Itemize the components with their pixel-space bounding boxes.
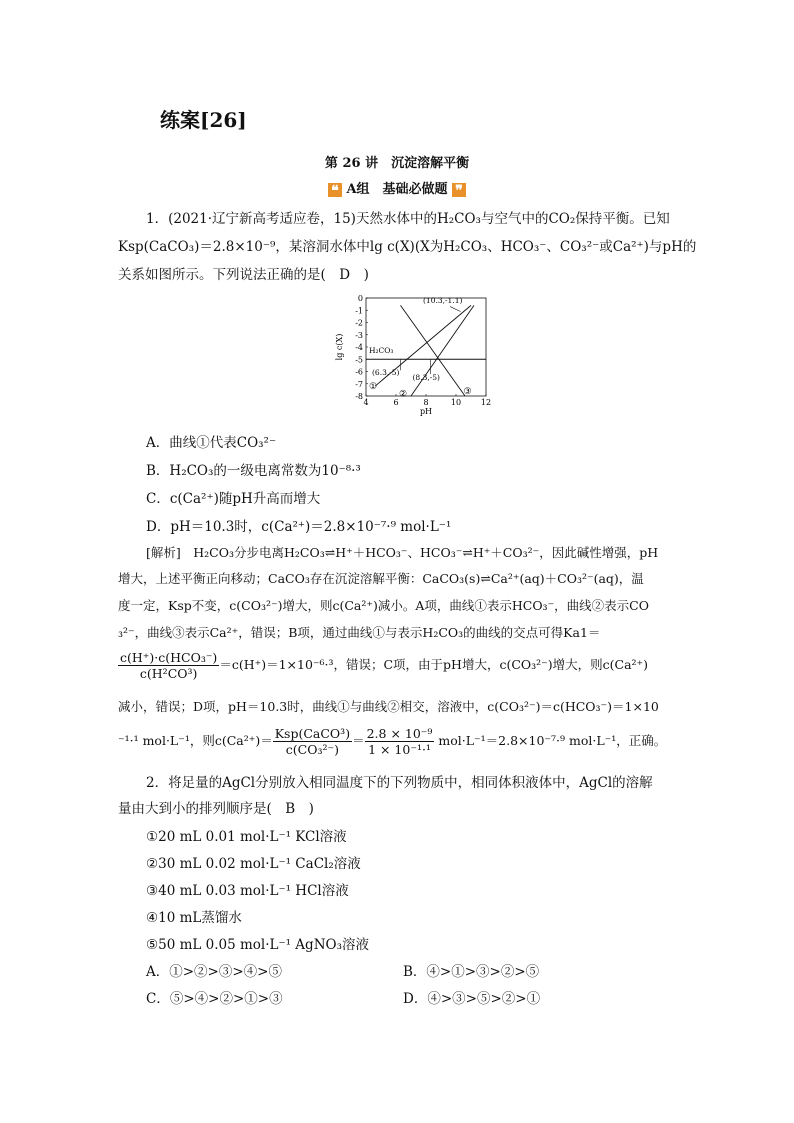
x-tick-label: 10 (450, 398, 462, 407)
analysis-line7-tail: mol·L⁻¹＝2.8×10⁻⁷·⁹ mol·L⁻¹，正确。 (438, 733, 667, 748)
x-tick-label: 6 (393, 398, 399, 407)
q2-option-b: B．④>①>③>②>⑤ (403, 964, 540, 980)
ksp-numerator: Ksp(CaCO³) (274, 726, 351, 741)
y-tick-label: -8 (355, 392, 363, 401)
annotation-10-3: (10.3,-1.1) (423, 295, 463, 305)
analysis-line2: 增大，上述平衡正向移动；CaCO₃存在沉淀溶解平衡：CaCO₃(s)⇌Ca²⁺(aq)＋CO₃²⁻(aq)，温 (118, 571, 644, 586)
ka1-denominator: c(H²CO³) (139, 666, 198, 681)
q2-item-3: ③40 mL 0.03 mol·L⁻¹ HCl溶液 (146, 883, 349, 899)
x-tick-label: 12 (480, 398, 492, 407)
curve-label-2: ② (399, 389, 408, 400)
analysis-line6: 减小，错误；D项，pH＝10.3时，曲线①与曲线②相交，溶液中，c(CO₃²⁻)＝c(HCO₃⁻)＝1×10 (118, 699, 659, 714)
ka1-numerator: c(H⁺)·c(HCO₃⁻) (120, 650, 218, 665)
analysis-line7: ⁻¹·¹ mol·L⁻¹，则c(Ca²⁺)＝ $\frac{\text{Ksp(CaCO³)}}{\text{c(CO₃²⁻)}}$ ＝ $\frac{\text{2.8 × 10⁻⁹}}{\text{1 × 10⁻¹·¹}}$ mol·L⁻¹＝2.8×10⁻⁷·⁹ mol·L⁻¹，正确。 (118, 726, 667, 757)
q2-line2: 量由大到小的排列顺序是( B ) (118, 801, 314, 817)
q2-item-4: ④10 mL蒸馏水 (146, 910, 242, 926)
y-tick-label: -7 (355, 379, 363, 389)
series-label-h2co3: H₂CO₃ (369, 346, 394, 356)
close-quote-icon: ❞ (452, 183, 466, 197)
analysis-line4: ₃²⁻，曲线③表示Ca²⁺，错误；B项，通过曲线①与表示H₂CO₃的曲线的交点可得Ka1＝ (118, 625, 601, 640)
analysis-line1: [解析] H₂CO₃分步电离H₂CO₃⇌H⁺＋HCO₃⁻、HCO₃⁻⇌H⁺＋CO₃²⁻，因此碱性增强，pH (146, 545, 659, 560)
x-axis-label: pH (419, 407, 433, 416)
q1-option-c: C．c(Ca²⁺)随pH升高而增大 (146, 491, 321, 507)
lg-c-vs-ph-chart (330, 292, 500, 420)
q1-option-b: B．H₂CO₃的一级电离常数为10⁻⁸·³ (146, 463, 361, 479)
page-title: 练案[26] (160, 108, 247, 132)
ksp-denominator: c(CO₃²⁻) (285, 742, 339, 757)
lesson-heading: 第 26 讲 沉淀溶解平衡 (324, 156, 470, 171)
curve-label-3: ③ (463, 387, 472, 398)
q1-option-a: A．曲线①代表CO₃²⁻ (146, 435, 277, 451)
q2-option-d: D．④>③>⑤>②>① (403, 991, 541, 1007)
y-axis-label: lg c(X) (335, 333, 344, 361)
x-tick-label: 8 (423, 398, 429, 407)
ka1-fraction (118, 650, 219, 681)
analysis-line7-text: ⁻¹·¹ mol·L⁻¹，则c(Ca²⁺)＝ (118, 733, 273, 748)
q2-option-a: A．①>②>③>④>⑤ (146, 964, 282, 980)
annotation-6-3: (6.3,-5) (372, 368, 400, 378)
y-tick-label: -3 (355, 330, 363, 340)
y-tick-label: -1 (355, 306, 363, 316)
open-quote-icon: ❝ (328, 183, 342, 197)
q1-line3: 关系如图所示。下列说法正确的是( D ) (118, 267, 369, 283)
y-tick-label: -6 (355, 367, 363, 377)
value-fraction (365, 726, 435, 757)
group-heading (0, 178, 794, 197)
q2-line1: 2．将足量的AgCl分别放入相同温度下的下列物质中，相同体积液体中，AgCl的溶解 (146, 775, 653, 791)
annotation-8-3: (8.3,-5) (412, 373, 440, 383)
y-tick-label: -4 (355, 343, 363, 352)
value-denominator: 1 × 10⁻¹·¹ (368, 742, 431, 757)
y-tick-label: -5 (355, 355, 363, 365)
y-tick-label: -2 (355, 318, 363, 328)
value-numerator: 2.8 × 10⁻⁹ (366, 726, 433, 741)
q2-option-c: C．⑤>④>②>①>③ (146, 991, 283, 1007)
analysis-line5-text: ＝c(H⁺)＝1×10⁻⁶·³，错误；C项，由于pH增大，c(CO₃²⁻)增大，则c(Ca²⁺) (219, 657, 649, 672)
curve-label-1: ① (369, 382, 378, 393)
group-label: A组 基础必做题 (346, 182, 448, 197)
x-tick-label: 4 (363, 398, 369, 407)
y-tick-label: 0 (357, 294, 363, 303)
q1-line2: Ksp(CaCO₃)＝2.8×10⁻⁹，某溶洞水体中lg c(X)(X为H₂CO₃、HCO₃⁻、CO₃²⁻或Ca²⁺)与pH的 (118, 239, 697, 255)
q2-item-5: ⑤50 mL 0.05 mol·L⁻¹ AgNO₃溶液 (146, 937, 369, 953)
analysis-line3: 度一定，Ksp不变，c(CO₃²⁻)增大，则c(Ca²⁺)减小。A项，曲线①表示HCO₃⁻，曲线②表示CO (118, 598, 649, 613)
q1-line1: 1．(2021·辽宁新高考适应卷，15)天然水体中的H₂CO₃与空气中的CO₂保持平衡。已知 (146, 211, 670, 227)
annotation-arrow-10-3 (450, 307, 461, 312)
series-line-2 (411, 305, 474, 396)
q2-item-2: ②30 mL 0.02 mol·L⁻¹ CaCl₂溶液 (146, 856, 361, 872)
q1-option-d: D．pH＝10.3时，c(Ca²⁺)＝2.8×10⁻⁷·⁹ mol·L⁻¹ (146, 519, 452, 535)
q2-item-1: ①20 mL 0.01 mol·L⁻¹ KCl溶液 (146, 829, 347, 845)
ksp-fraction (273, 726, 352, 757)
analysis-line5 (118, 650, 678, 681)
